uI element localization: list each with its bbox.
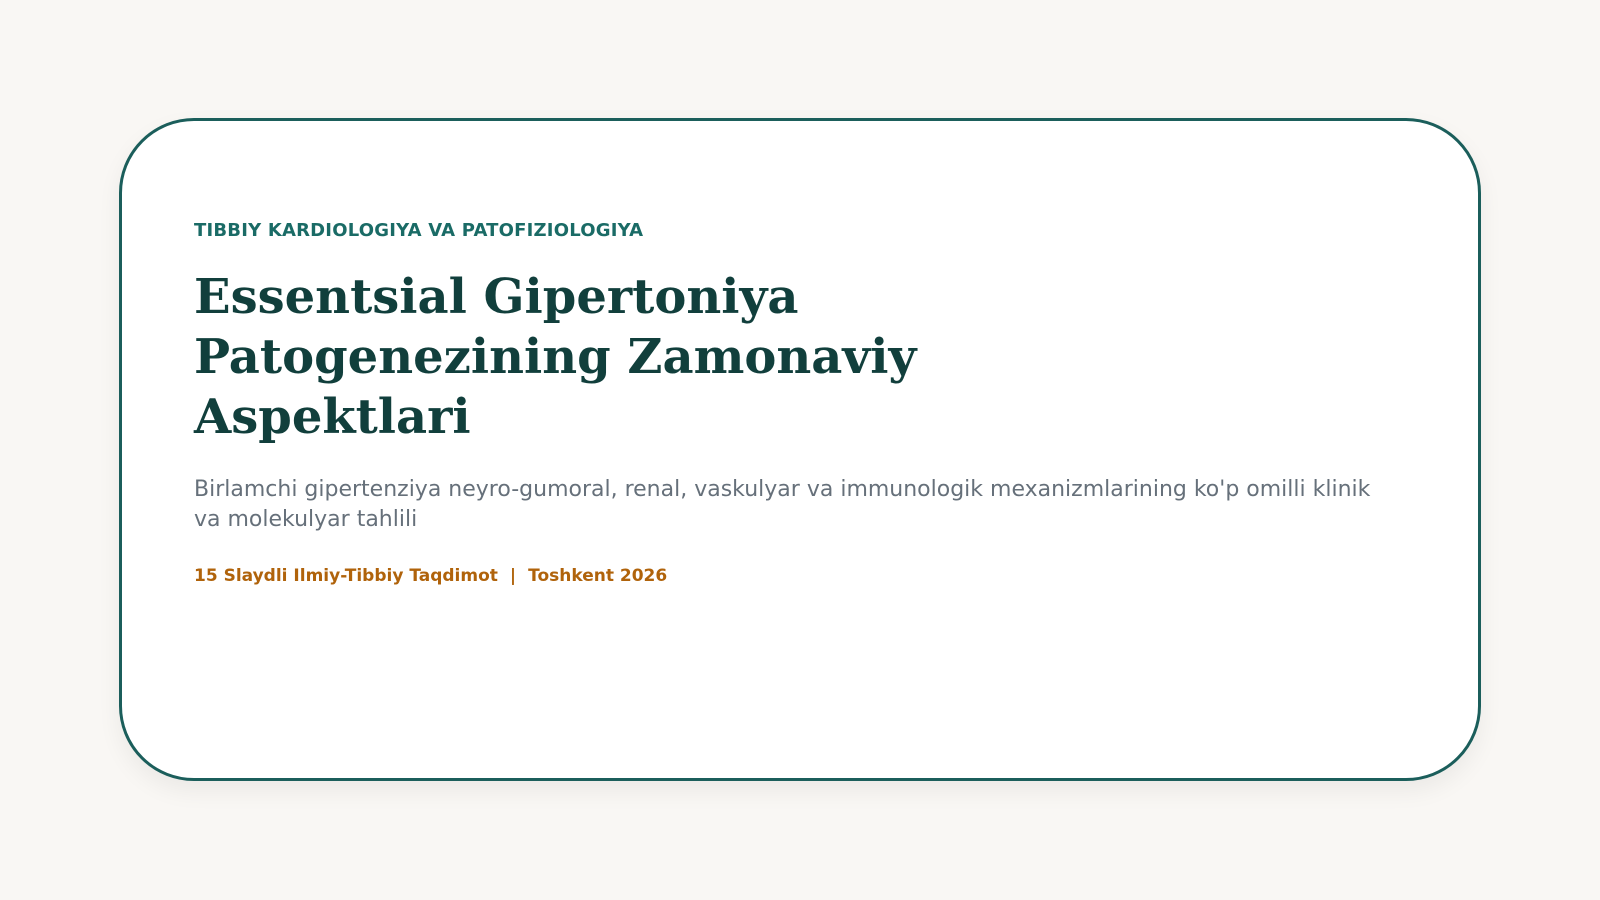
slide-meta — [194, 565, 1384, 587]
title-slide-card — [119, 118, 1481, 781]
slide-subtitle: Birlamchi gipertenziya neyro-gumoral, renal, vaskulyar va immunologik mexanizmlarining ko'p omilli klinik va molekulyar tahlili — [194, 477, 1371, 532]
slide-kicker: TIBBIY KARDIOLOGIYA VA PATOFIZIOLOGIYA — [194, 220, 644, 241]
presentation-info: 15 Slaydli Ilmiy-Tibbiy Taqdimot — [194, 566, 498, 586]
meta-separator: | — [509, 566, 517, 586]
slide-content — [194, 219, 1384, 587]
slide-title: Essentsial Gipertoniya Patogenezining Zamonaviy Aspektlari — [194, 269, 917, 445]
location-year: Toshkent 2026 — [528, 566, 668, 586]
